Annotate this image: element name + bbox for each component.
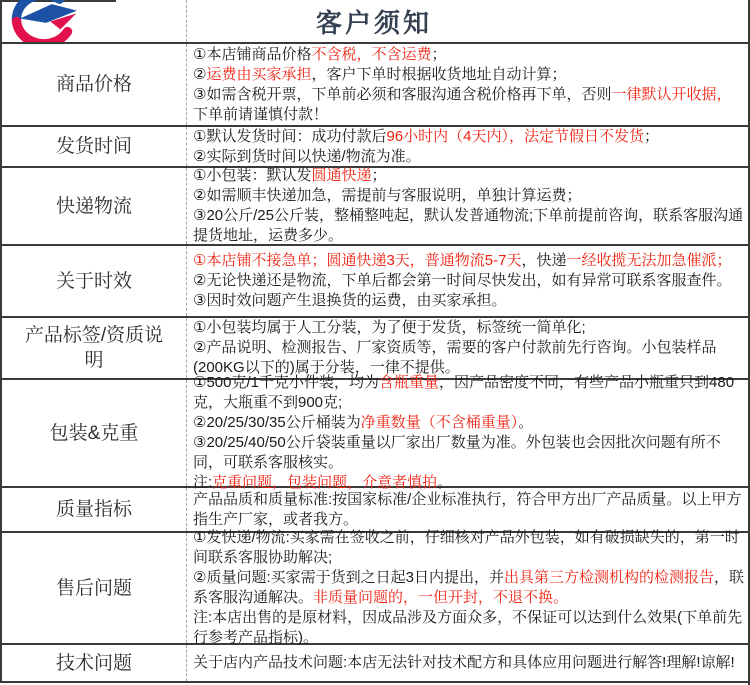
- row-content: [187, 318, 748, 378]
- row-label: 质量指标: [2, 488, 187, 531]
- notice-line: [193, 433, 744, 473]
- text-segment: 。: [437, 474, 453, 491]
- text-segment: 下单前请谨慎付款！: [193, 105, 329, 123]
- notice-line: [193, 251, 744, 271]
- text-segment: ③因时效问题产生退换货的运费，由买家承担。: [193, 292, 507, 309]
- row-content: [187, 529, 748, 646]
- text-segment: ①发快递/物流:买家需在签收之前，仔细核对产品外包装，如有破损缺失的，第一时间联系客服协助解决;: [193, 529, 740, 566]
- text-segment: 一经收揽无法加急催派；: [566, 252, 732, 269]
- text-segment: ，客户下单时根据收货地址自动计算；: [311, 65, 567, 83]
- table-row: [2, 44, 748, 127]
- table-row: [2, 318, 748, 380]
- row-label: 产品标签/资质说明: [2, 318, 187, 378]
- text-segment: ①小包装：默认发: [193, 167, 312, 184]
- text-segment: 关于店内产品技术问题:本店无法针对技术配方和具体应用问题进行解答!理解!谅解!: [193, 654, 735, 671]
- text-segment: ③如需含税开票，下单前必须和客服沟通含税价格再下单，否则: [193, 85, 612, 103]
- notice-line: [193, 186, 744, 206]
- row-label: 包装&克重: [2, 380, 187, 486]
- notice-line: [193, 166, 744, 186]
- text-segment: ②20/25/30/35公斤桶装为: [193, 414, 361, 431]
- text-segment: ②如需顺丰快递加急，需提前与客服说明，单独计算运费；: [193, 187, 582, 204]
- text-segment: ③20公斤/25公斤装，整桶整吨起，默认发普通物流;下单前提前咨询，联系客服沟通提货地址，运费多少。: [193, 207, 744, 244]
- notice-line: [193, 271, 744, 291]
- text-segment: 含瓶重量: [379, 374, 440, 391]
- text-segment: 不含税，不含运费: [311, 45, 432, 63]
- text-segment: 圆通快递: [311, 167, 372, 184]
- table-row: [2, 645, 748, 683]
- text-segment: 净重数量（不含桶重量）: [360, 414, 519, 431]
- table-row: [2, 127, 748, 168]
- notice-line: [193, 85, 744, 125]
- notice-line: [193, 65, 744, 85]
- notice-line: [193, 291, 744, 311]
- notice-line: [193, 490, 744, 530]
- text-segment: 出具第三方检测机构的检测报告: [503, 569, 714, 586]
- table-row: [2, 529, 748, 646]
- text-segment: ②产品说明、检测报告、厂家资质等，需要的客户付款前先行咨询。小包装样品(200KG以下的)属于分装，一律不提供。: [193, 339, 717, 376]
- table-row: [2, 488, 748, 533]
- notice-line: [193, 206, 744, 246]
- text-segment: ①本店铺商品价格: [193, 45, 312, 63]
- text-segment: 。: [518, 414, 534, 431]
- table-row: [2, 168, 748, 246]
- table-row: [2, 374, 748, 491]
- row-content: [187, 168, 748, 244]
- row-content: [187, 488, 748, 531]
- text-segment: 克重问题，包装问题，介意者慎拍: [212, 474, 438, 491]
- text-segment: 注:: [193, 474, 213, 491]
- notice-line: [193, 127, 744, 147]
- text-segment: ③20/25/40/50公斤袋装重量以厂家出厂数量为准。外包装也会因批次问题有所不同，可联系客服核实。: [193, 434, 721, 471]
- row-content: [187, 44, 748, 125]
- text-segment: 96小时内（4天内），法定节假日不发货: [386, 127, 644, 145]
- text-segment: ①默认发货时间：成功付款后: [193, 127, 387, 145]
- text-segment: ，联系客服沟通解决。: [193, 569, 744, 606]
- text-segment: 产品品质和质量标准:按国家标准/企业标准执行，符合甲方出厂产品质量。以上甲方指生产厂家，或者我方。: [193, 490, 742, 528]
- text-segment: 非质量问题的，一但开封，不退不换。: [313, 589, 569, 606]
- notice-line: [193, 373, 744, 413]
- row-label: 技术问题: [2, 645, 187, 681]
- text-segment: ；: [643, 127, 659, 145]
- row-content: [187, 246, 748, 316]
- page-title: 客户须知: [315, 7, 432, 38]
- text-segment: ；: [371, 167, 387, 184]
- table-row: [2, 246, 748, 318]
- notice-table: [0, 44, 748, 683]
- row-content: [187, 374, 748, 491]
- text-segment: 运费由买家承担: [206, 65, 312, 83]
- text-segment: ①500克/1千克小件装，均为: [193, 374, 379, 391]
- row-content: [187, 127, 748, 166]
- notice-line: [193, 528, 744, 568]
- notice-line: [193, 147, 744, 167]
- notice-line: [193, 318, 744, 338]
- text-segment: ②无论快递还是物流，下单后都会第一时间尽快发出，如有异常可联系客服查件。: [193, 272, 732, 289]
- row-content: [187, 645, 748, 681]
- row-label: 关于时效: [2, 246, 187, 316]
- text-segment: ①本店铺不接急单；圆通快递3天，普通物流5-7天: [193, 252, 522, 269]
- text-segment: ①小包装均属于人工分装，为了便于发货，标签统一简单化;: [193, 319, 586, 336]
- notice-line: [193, 608, 744, 648]
- notice-line: [193, 413, 744, 433]
- notice-line: [193, 653, 744, 673]
- notice-line: [193, 338, 744, 378]
- row-label: 快递物流: [2, 168, 187, 244]
- notice-line: [193, 45, 744, 65]
- row-label: 售后问题: [2, 533, 187, 643]
- row-label: 商品价格: [2, 44, 187, 125]
- text-segment: ；: [431, 45, 447, 63]
- text-segment: 注:本店出售的是原材料，因成品涉及方面众多，不保证可以达到什么效果(下单前先行参考产品指标)。: [193, 609, 743, 646]
- text-segment: ②: [193, 65, 207, 83]
- notice-line: [193, 568, 744, 608]
- text-segment: ②质量问题:买家需于货到之日起3日内提出，并: [193, 569, 504, 586]
- text-segment: ②实际到货时间以快递/物流为准。: [193, 147, 421, 165]
- text-segment: ，快递: [521, 252, 567, 269]
- text-segment: ，因产品密度不同，有些产品小瓶重只到480克，大瓶重不到900克;: [193, 374, 735, 411]
- text-segment: 一律默认开收据，: [611, 85, 732, 103]
- row-label: 发货时间: [2, 127, 187, 166]
- notice-header: [0, 0, 748, 44]
